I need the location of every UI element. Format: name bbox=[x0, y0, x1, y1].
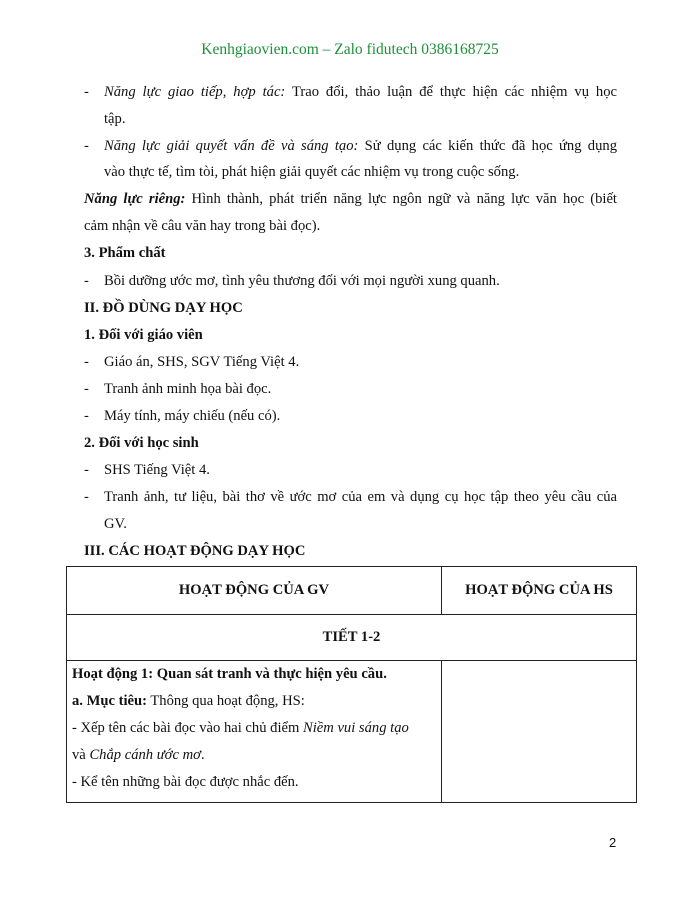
bullet-dash: - bbox=[84, 381, 89, 397]
header-contact: Zalo fidutech 0386168725 bbox=[334, 41, 499, 58]
header-separator: – bbox=[318, 41, 335, 58]
bullet-dash: - bbox=[84, 462, 89, 478]
teacher-item: Máy tính, máy chiếu (nếu có). bbox=[104, 408, 281, 424]
specific-competency-cont: cảm nhận về câu văn hay trong bài đọc). bbox=[84, 218, 321, 234]
teacher-item: Tranh ảnh minh họa bài đọc. bbox=[104, 381, 272, 397]
specific-competency bbox=[84, 192, 617, 207]
teacher-heading: 1. Đối với giáo viên bbox=[84, 327, 203, 343]
col-header-student: HOẠT ĐỘNG CỦA HS bbox=[442, 567, 637, 615]
quality-item: Bồi dưỡng ước mơ, tình yêu thương đối với mọi người xung quanh. bbox=[104, 273, 500, 289]
specific-competency-label: Năng lực riêng: bbox=[84, 191, 186, 207]
header-site: Kenhgiaovien.com bbox=[201, 41, 319, 58]
bullet-dash: - bbox=[84, 408, 89, 424]
specific-competency-text: Hình thành, phát triển năng lực ngôn ngữ và năng lực văn học (biết bbox=[185, 191, 617, 207]
bullet-dash: - bbox=[84, 273, 89, 289]
bullet-text: và bbox=[72, 747, 90, 763]
objective-label: a. Mục tiêu: bbox=[72, 693, 147, 709]
competency-text: Trao đổi, thảo luận để thực hiện các nhiệm vụ học bbox=[285, 84, 617, 100]
competency-text: Sử dụng các kiến thức đã học ứng dụng bbox=[358, 138, 617, 154]
bullet-dash: - bbox=[84, 138, 89, 154]
quality-heading: 3. Phẩm chất bbox=[84, 245, 166, 261]
competency-label: Năng lực giao tiếp, hợp tác: bbox=[104, 84, 286, 100]
theme-name: Niềm vui sáng tạo bbox=[302, 720, 409, 736]
objective-text: Thông qua hoạt động, HS: bbox=[146, 693, 305, 709]
student-item: Tranh ảnh, tư liệu, bài thơ về ước mơ của em và dụng cụ học tập theo yêu cầu của bbox=[104, 489, 617, 505]
competency-communication bbox=[104, 85, 617, 100]
section-3-heading: III. CÁC HOẠT ĐỘNG DẠY HỌC bbox=[84, 543, 306, 559]
activity-title: Hoạt động 1: Quan sát tranh và thực hiện yêu cầu. bbox=[72, 666, 387, 682]
activities-table bbox=[66, 566, 637, 803]
competency-text-cont: vào thực tế, tìm tòi, phát hiện giải quyết các nhiệm vụ trong cuộc sống. bbox=[104, 164, 520, 180]
student-heading: 2. Đối với học sinh bbox=[84, 435, 199, 451]
bullet-dash: - bbox=[84, 84, 89, 100]
objective-line bbox=[72, 694, 305, 709]
theme-name: Chắp cánh ước mơ bbox=[89, 747, 201, 763]
competency-label: Năng lực giải quyết vấn đề và sáng tạo: bbox=[104, 138, 359, 154]
competency-text-cont: tập. bbox=[104, 111, 126, 127]
period-row: TIẾT 1-2 bbox=[67, 615, 637, 661]
bullet-dash: - bbox=[84, 354, 89, 370]
objective-bullet-2: - Kể tên những bài đọc được nhắc đến. bbox=[72, 774, 299, 790]
bullet-text: - Xếp tên các bài đọc vào hai chủ điểm bbox=[72, 720, 303, 736]
objective-bullet-1-cont bbox=[72, 748, 205, 763]
teacher-item: Giáo án, SHS, SGV Tiếng Việt 4. bbox=[104, 354, 300, 370]
bullet-dash: - bbox=[84, 489, 89, 505]
section-2-heading: II. ĐỒ DÙNG DẠY HỌC bbox=[84, 300, 243, 316]
bullet-text: . bbox=[200, 747, 205, 763]
student-item-cont: GV. bbox=[104, 516, 127, 532]
teacher-activity-cell bbox=[67, 661, 442, 803]
competency-problem-solving bbox=[104, 139, 617, 154]
page-number: 2 bbox=[609, 835, 617, 850]
student-activity-cell bbox=[442, 661, 637, 803]
col-header-teacher: HOẠT ĐỘNG CỦA GV bbox=[67, 567, 442, 615]
student-item: SHS Tiếng Việt 4. bbox=[104, 462, 210, 478]
objective-bullet-1 bbox=[72, 721, 409, 736]
page-header bbox=[0, 42, 700, 58]
